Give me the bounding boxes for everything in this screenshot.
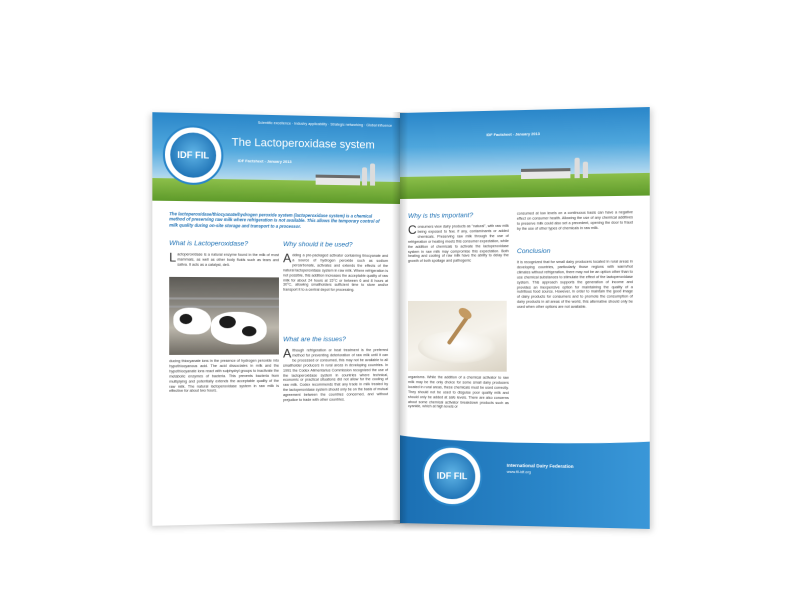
cow-spot (219, 316, 236, 328)
heading-why-important: Why is this important? (407, 212, 474, 220)
silo (370, 163, 375, 185)
cow (211, 312, 267, 345)
cows-photo (169, 277, 279, 355)
organization-url: www.fil-idf.org (506, 469, 531, 475)
health-text: consumed at low levels on a continuous basis can have a negative effect on consumer health. Allowing the use of any chemical additives to preserve milk could also set a precedent, opening the door to fraud by the use of other types of chemicals in raw milk. (516, 210, 633, 231)
farm-building (521, 168, 570, 179)
milk-bowl (418, 331, 497, 363)
why-important-text-continued: organisms. While the addition of a chemical activator to raw milk may be the only choice for some small dairy producers located in rural areas, these chemicals must be used correctly. They should not be used to disguise poor quality milk and should only be added at safe levels. There are also concerns about some chemical activator breakdown products such as cyanide, which at high levels or (407, 375, 509, 410)
silo (362, 167, 367, 185)
intro-paragraph: The lactoperoxidase/thiocyanate/hydrogen peroxide system (lactoperoxidase system) is a chemical method of preserving raw milk where refrigeration is not available. This allows the temporary control of milk quality during on-site storage and transport to a processor. (169, 211, 380, 229)
issue-label: IDF Factsheet - January 2013 (486, 132, 540, 138)
brochure-spine (392, 112, 408, 524)
milk-bowl-photo (408, 301, 507, 372)
silo (583, 162, 588, 178)
organization-name: International Dairy Federation (506, 462, 574, 470)
heading-conclusion: Conclusion (516, 247, 551, 256)
heading-issues: What are the issues? (283, 336, 346, 344)
what-is-text-continued: ducing thiocyanate ions in the presence of hydrogen peroxide into hypothiocyanous acid. The acid dissociates in milk and the hypothiocyanate ions react with sulphydryl groups to inactivate the metabolic enzymes of bacteria. This prevents bacteria from multiplying and potentially extends the acceptable quality of the raw milk. The natural lactoperoxidase system in raw milk is effective for about two hours. (169, 358, 279, 394)
barn-rail (169, 297, 279, 299)
heading-what-is: What is Lactoperoxidase? (169, 239, 249, 248)
idf-logo-mark: IDF FIL (429, 452, 475, 499)
idf-logo (422, 445, 482, 506)
why-important-text: Consumers view dairy products as "natural", with raw milk being exposed to few, if any, contaminants or added chemicals. Preserving raw milk through the use of refrigeration or heating meets this consumer expectation, while the addition of chemicals to activate the lactoperoxidase system in raw milk may compromise this expectation. Both heating and cooling of raw milk have the ability to delay the growth of both spoilage and pathogenic (407, 222, 509, 264)
what-is-text: Lactoperoxidase is a natural enzyme found in the milk of most mammals, as well as other body fluids such as tears and saliva. It acts as a catalyst, deli- (169, 250, 279, 267)
header-banner (152, 112, 400, 204)
wooden-spoon-head (457, 306, 474, 322)
cow (173, 308, 211, 335)
conclusion-text: It is recognized that for small dairy producers located in rural areas in developing countries, particularly those regions with warm/hot climates without refrigeration, there may not be an option other than to use chemical substances to stimulate the effect of the lactoperoxidase system. This approach supports the generation of income and provides an inexpensive option for maintaining the quality of a nutritious food source. However, in order to maintain the good image of dairy products for consumers and to promote the consumption of dairy products in all areas of the world, this alternative should only be used when other options are not available. (516, 259, 633, 310)
issues-text: Although refrigeration or heat treatment is the preferred method for preventing deterioration of raw milk until it can be processed or consumed, this may not be available to all smallholder producers in rural areas in developing countries. In 1991 the Codex Alimentarius Commission recognized the use of the lactoperoxidase system in countries where technical, economic or practical situations did not allow for the cooling of raw milk. Codex recommends that any trade in milk treated by the lactoperoxidase system should only be on the basis of mutual agreement between the countries concerned, and without prejudice to trade with other countries. (283, 346, 389, 403)
idf-logo (163, 125, 224, 186)
why-used-text: Adding a pre-packaged activator containing thiocyanate and a source of hydrogen peroxide such as sodium percarbonate, activates and extends the effects of the natural lactoperoxidase system in raw milk. Where refrigeration is not possible, this addition increases the acceptable quality of raw milk for about 24 hours at 15°C or between 6 and 8 hours at 30°C, allowing smallholders sufficient time to store and/or transport it to a central depot for processing. (283, 251, 389, 293)
cow-spot (242, 326, 256, 336)
left-page (152, 112, 400, 526)
issue-label: IDF Factsheet - January 2013 (237, 159, 292, 165)
silo (575, 158, 580, 179)
heading-why-used: Why should it be used? (283, 240, 353, 249)
footer-band (400, 431, 650, 529)
cow-spot (180, 314, 193, 324)
header-banner (400, 107, 650, 199)
idf-logo-mark: IDF FIL (170, 132, 216, 178)
right-page (400, 107, 650, 529)
page-title: The Lactoperoxidase system (231, 136, 375, 152)
tagline: Scientific excellence · Industry applicability · Strategic networking · Global influence (257, 120, 393, 128)
farm-building (316, 175, 360, 186)
